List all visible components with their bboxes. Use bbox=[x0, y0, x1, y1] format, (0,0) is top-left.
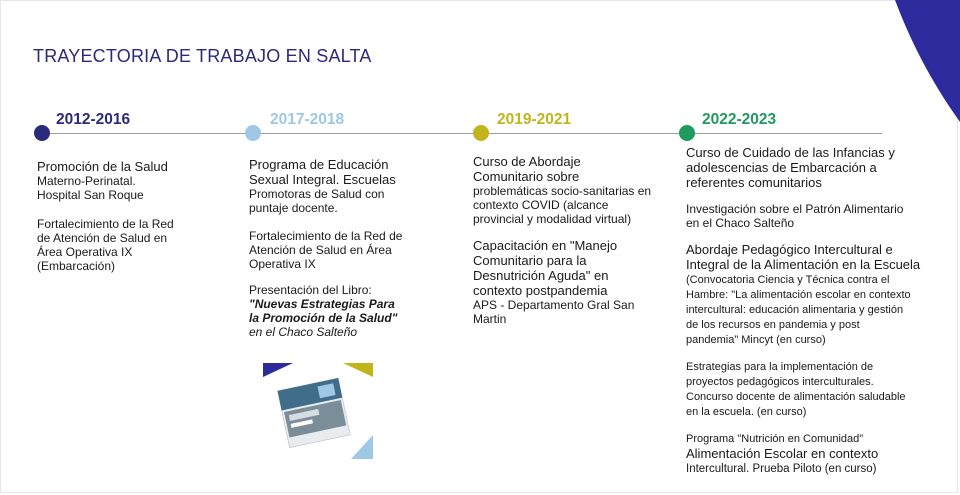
entry-line: proyectos pedagógicos interculturales. bbox=[686, 376, 874, 388]
entry-line: APS - Departamento Gral San bbox=[473, 298, 635, 312]
entry-line: Curso de Abordaje bbox=[473, 154, 581, 169]
entry-childhood-course bbox=[686, 145, 948, 190]
entry-line: Comunitario sobre bbox=[473, 169, 580, 184]
timeline-marker-4 bbox=[679, 125, 695, 141]
entry-line: Hambre: "La alimentación escolar en contexto bbox=[686, 289, 911, 301]
entry-line: Operativa IX bbox=[249, 257, 316, 271]
entry-line: Sexual Integral. Escuelas bbox=[249, 172, 396, 187]
entry-line: Intercultural. Prueba Piloto (en curso) bbox=[686, 463, 877, 475]
entry-line: Promotoras de Salud con bbox=[249, 187, 385, 201]
entry-line: (Embarcación) bbox=[37, 259, 116, 273]
entry-line: intercultural: educación alimentaria y gestión bbox=[686, 304, 904, 316]
period-3-content bbox=[473, 154, 678, 336]
timeline-marker-1 bbox=[34, 125, 50, 141]
entry-line: Programa "Nutrición en Comunidad" bbox=[686, 433, 864, 445]
year-label-3: 2019-2021 bbox=[497, 111, 572, 128]
entry-line: provincial y modalidad virtual) bbox=[473, 212, 632, 226]
entry-intercultural-approach bbox=[686, 242, 948, 347]
entry-line: Alimentación Escolar en contexto bbox=[686, 446, 879, 461]
timeline-marker-2 bbox=[245, 125, 261, 141]
entry-line: Fortalecimiento de la Red bbox=[37, 217, 174, 231]
period-1-content bbox=[37, 159, 227, 283]
entry-line: contexto postpandemia bbox=[473, 283, 608, 298]
entry-line: Programa de Educación bbox=[249, 157, 389, 172]
year-label-1: 2012-2016 bbox=[56, 111, 131, 128]
entry-line: referentes comunitarios bbox=[686, 175, 822, 190]
period-2-content bbox=[249, 157, 454, 349]
entry-line: de Atención de Salud en bbox=[37, 231, 168, 245]
entry-line: Desnutrición Aguda" en bbox=[473, 268, 609, 283]
entry-line: Investigación sobre el Patrón Alimentario bbox=[686, 202, 904, 216]
entry-sex-education bbox=[249, 157, 454, 215]
entry-malnutrition-training bbox=[473, 238, 678, 326]
page-title: TRAYECTORIA DE TRABAJO EN SALTA bbox=[33, 46, 372, 66]
year-label-4: 2022-2023 bbox=[702, 111, 777, 128]
entry-nutrition-program bbox=[686, 431, 948, 476]
entry-pedagogical-strategies bbox=[686, 359, 948, 419]
entry-line: problemáticas socio-sanitarias en bbox=[473, 184, 652, 198]
entry-line: Abordaje Pedagógico Intercultural e bbox=[686, 242, 893, 257]
entry-line: Hospital San Roque bbox=[37, 188, 144, 202]
book-cover-image bbox=[263, 363, 373, 459]
entry-line: en la escuela. (en curso) bbox=[686, 406, 807, 418]
entry-line: Materno-Perinatal. bbox=[37, 174, 136, 188]
entry-line: en el Chaco Salteño bbox=[249, 325, 358, 339]
entry-line: contexto COVID (alcance bbox=[473, 198, 609, 212]
entry-line: pandemia" Mincyt (en curso) bbox=[686, 334, 826, 346]
year-label-2: 2017-2018 bbox=[270, 111, 345, 128]
entry-line: Martin bbox=[473, 312, 507, 326]
entry-health-network bbox=[37, 217, 227, 273]
entry-health-network-2 bbox=[249, 229, 454, 271]
entry-line: puntaje docente. bbox=[249, 201, 338, 215]
entry-line: la Promoción de la Salud" bbox=[249, 311, 398, 325]
entry-line: Comunitario para la bbox=[473, 253, 587, 268]
entry-line: Curso de Cuidado de las Infancias y bbox=[686, 145, 895, 160]
entry-line: Integral de la Alimentación en la Escuela bbox=[686, 257, 921, 272]
entry-line: Área Operativa IX bbox=[37, 245, 133, 259]
entry-line: Capacitación en "Manejo bbox=[473, 238, 618, 253]
entry-line: "Nuevas Estrategias Para bbox=[249, 297, 395, 311]
entry-health-promotion bbox=[37, 159, 227, 202]
entry-line: (Convocatoria Ciencia y Técnica contra el bbox=[686, 274, 890, 286]
timeline-axis bbox=[42, 133, 882, 134]
entry-community-course bbox=[473, 154, 678, 226]
entry-book-presentation bbox=[249, 283, 454, 339]
entry-line: Presentación del Libro: bbox=[249, 283, 372, 297]
period-4-content bbox=[686, 145, 948, 486]
entry-line: Atención de Salud en Área bbox=[249, 243, 392, 257]
entry-line: Concurso docente de alimentación saludable bbox=[686, 391, 906, 403]
timeline-marker-3 bbox=[473, 125, 489, 141]
entry-line: en el Chaco Salteño bbox=[686, 216, 795, 230]
entry-line: adolescencias de Embarcación a bbox=[686, 160, 877, 175]
entry-line: Promoción de la Salud bbox=[37, 159, 168, 174]
entry-line: Fortalecimiento de la Red de bbox=[249, 229, 403, 243]
entry-food-research bbox=[686, 202, 948, 230]
entry-line: de los recursos en pandemia y post bbox=[686, 319, 860, 331]
entry-line: Estrategias para la implementación de bbox=[686, 361, 874, 373]
